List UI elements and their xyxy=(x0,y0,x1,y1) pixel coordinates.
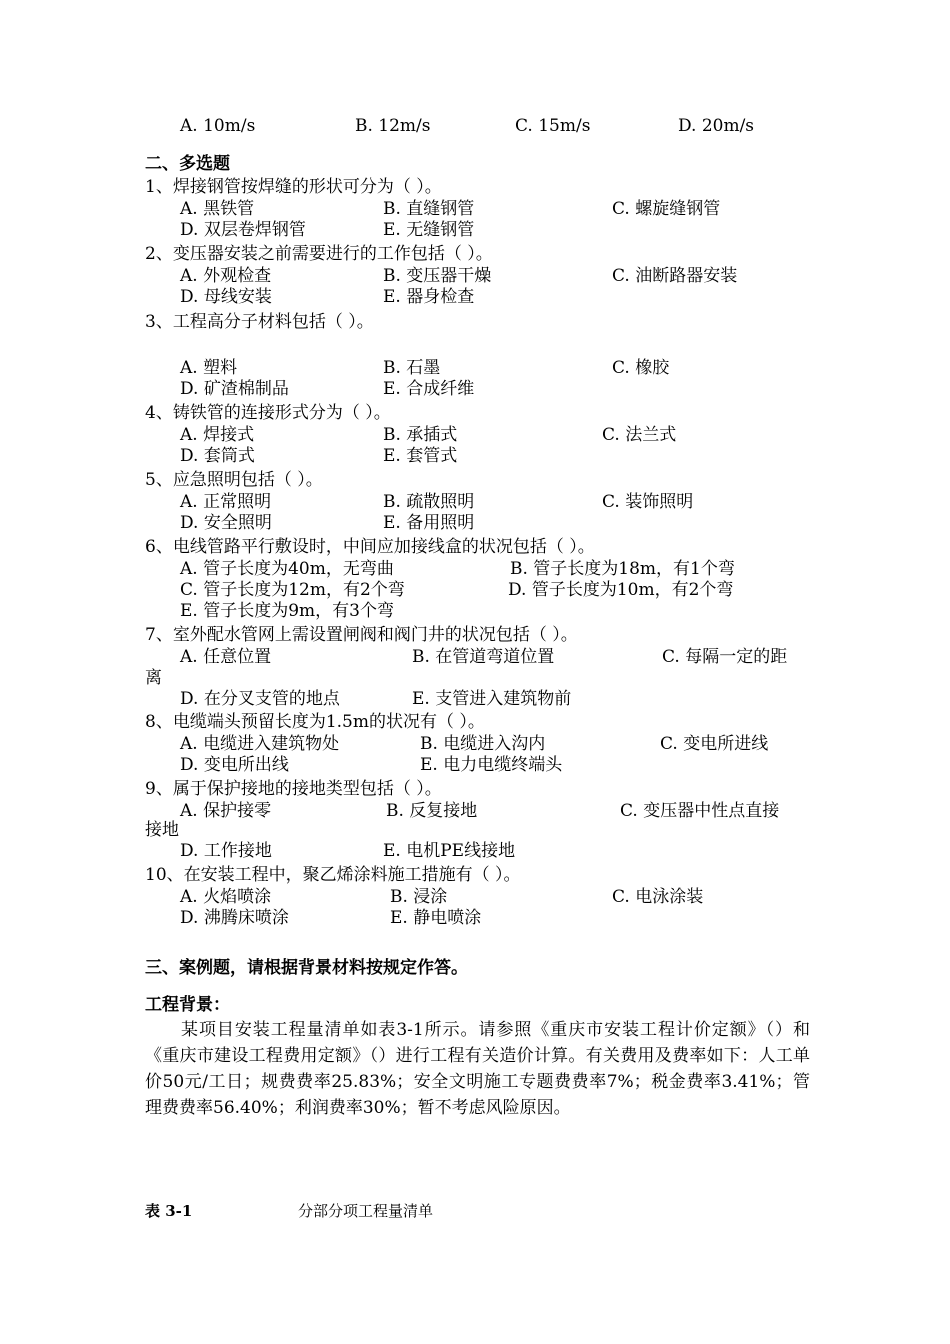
option: C. 每隔一定的距 xyxy=(662,647,788,667)
option: C. 螺旋缝钢管 xyxy=(612,199,721,219)
question-stem: 1、焊接钢管按焊缝的形状可分为（ ）。 xyxy=(145,177,442,197)
option: E. 管子长度为9m，有3个弯 xyxy=(180,601,394,621)
option: A. 黑铁管 xyxy=(180,199,255,219)
option: D. 套筒式 xyxy=(180,446,255,466)
question-stem: 3、工程高分子材料包括（ ）。 xyxy=(145,312,374,332)
option: C. 法兰式 xyxy=(602,425,677,445)
option: D. 沸腾床喷涂 xyxy=(180,908,289,928)
option: C. 油断路器安装 xyxy=(612,266,738,286)
option: B. 疏散照明 xyxy=(383,492,475,512)
option: B. 变压器干燥 xyxy=(383,266,492,286)
option: B. 石墨 xyxy=(383,358,441,378)
option: E. 无缝钢管 xyxy=(383,220,475,240)
option: E. 静电喷涂 xyxy=(390,908,482,928)
option: E. 合成纤维 xyxy=(383,379,475,399)
option: C. 管子长度为12m，有2个弯 xyxy=(180,580,405,600)
option: C. 变压器中性点直接 xyxy=(620,801,780,821)
option: C. 变电所进线 xyxy=(660,734,769,754)
option-continuation: 离 xyxy=(145,668,162,688)
option: A. 保护接零 xyxy=(180,801,272,821)
option: B. 在管道弯道位置 xyxy=(412,647,555,667)
option: B. 直缝钢管 xyxy=(383,199,475,219)
option: A. 塑料 xyxy=(180,358,238,378)
option: D. 母线安装 xyxy=(180,287,272,307)
option: D. 管子长度为10m，有2个弯 xyxy=(508,580,734,600)
background-heading: 工程背景： xyxy=(145,995,230,1015)
question-stem: 10、在安装工程中，聚乙烯涂料施工措施有（ ）。 xyxy=(145,865,521,885)
question-stem: 8、电缆端头预留长度为1.5m的状况有（ ）。 xyxy=(145,712,485,732)
option: B. 12m/s xyxy=(355,116,431,136)
option: B. 反复接地 xyxy=(386,801,478,821)
option: E. 套管式 xyxy=(383,446,458,466)
option: C. 15m/s xyxy=(515,116,591,136)
option: A. 外观检查 xyxy=(180,266,272,286)
table-caption-label: 表 3-1 xyxy=(145,1202,193,1220)
option: B. 浸涂 xyxy=(390,887,448,907)
background-text: 某项目安装工程量清单如表3-1所示。请参照《重庆市安装工程计价定额》（）和《重庆市建设工程费用定额》（）进行工程有关造价计算。有关费用及费率如下：人工单价50元/工日；规费费率25.83%；安全文明施工专题费费率7%；税金费率3.41%；管理费费率56.40%；利润费率30%；暂不考虑风险原因。 xyxy=(145,1020,810,1118)
question-stem: 7、室外配水管网上需设置闸阀和阀门井的状况包括（ ）。 xyxy=(145,625,578,645)
section-heading: 三、案例题，请根据背景材料按规定作答。 xyxy=(145,958,468,978)
option: A. 10m/s xyxy=(180,116,256,136)
option: E. 器身检查 xyxy=(383,287,475,307)
background-paragraph xyxy=(145,1017,810,1121)
option: A. 任意位置 xyxy=(180,647,272,667)
option: A. 焊接式 xyxy=(180,425,255,445)
option: C. 装饰照明 xyxy=(602,492,694,512)
option: D. 20m/s xyxy=(678,116,755,136)
option: E. 电力电缆终端头 xyxy=(420,755,563,775)
option: A. 管子长度为40m，无弯曲 xyxy=(180,559,394,579)
question-stem: 6、电线管路平行敷设时，中间应加接线盒的状况包括（ ）。 xyxy=(145,537,595,557)
option: D. 变电所出线 xyxy=(180,755,289,775)
table-caption-title: 分部分项工程量清单 xyxy=(298,1202,434,1220)
question-stem: 5、应急照明包括（ ）。 xyxy=(145,470,323,490)
option: E. 电机PE线接地 xyxy=(383,841,516,861)
option-continuation: 接地 xyxy=(145,820,179,840)
option: D. 工作接地 xyxy=(180,841,272,861)
option: C. 橡胶 xyxy=(612,358,670,378)
option: A. 电缆进入建筑物处 xyxy=(180,734,340,754)
question-stem: 9、属于保护接地的接地类型包括（ ）。 xyxy=(145,779,442,799)
option: D. 矿渣棉制品 xyxy=(180,379,289,399)
option: A. 火焰喷涂 xyxy=(180,887,272,907)
option: D. 双层卷焊钢管 xyxy=(180,220,306,240)
option: C. 电泳涂装 xyxy=(612,887,704,907)
option: B. 管子长度为18m，有1个弯 xyxy=(510,559,735,579)
option: E. 支管进入建筑物前 xyxy=(412,689,572,709)
option: D. 在分叉支管的地点 xyxy=(180,689,340,709)
section-heading: 二、多选题 xyxy=(145,154,230,174)
option: E. 备用照明 xyxy=(383,513,475,533)
option: B. 承插式 xyxy=(383,425,458,445)
option: A. 正常照明 xyxy=(180,492,272,512)
question-stem: 2、变压器安装之前需要进行的工作包括（ ）。 xyxy=(145,244,493,264)
question-stem: 4、铸铁管的连接形式分为（ ）。 xyxy=(145,403,391,423)
option: B. 电缆进入沟内 xyxy=(420,734,546,754)
option: D. 安全照明 xyxy=(180,513,272,533)
